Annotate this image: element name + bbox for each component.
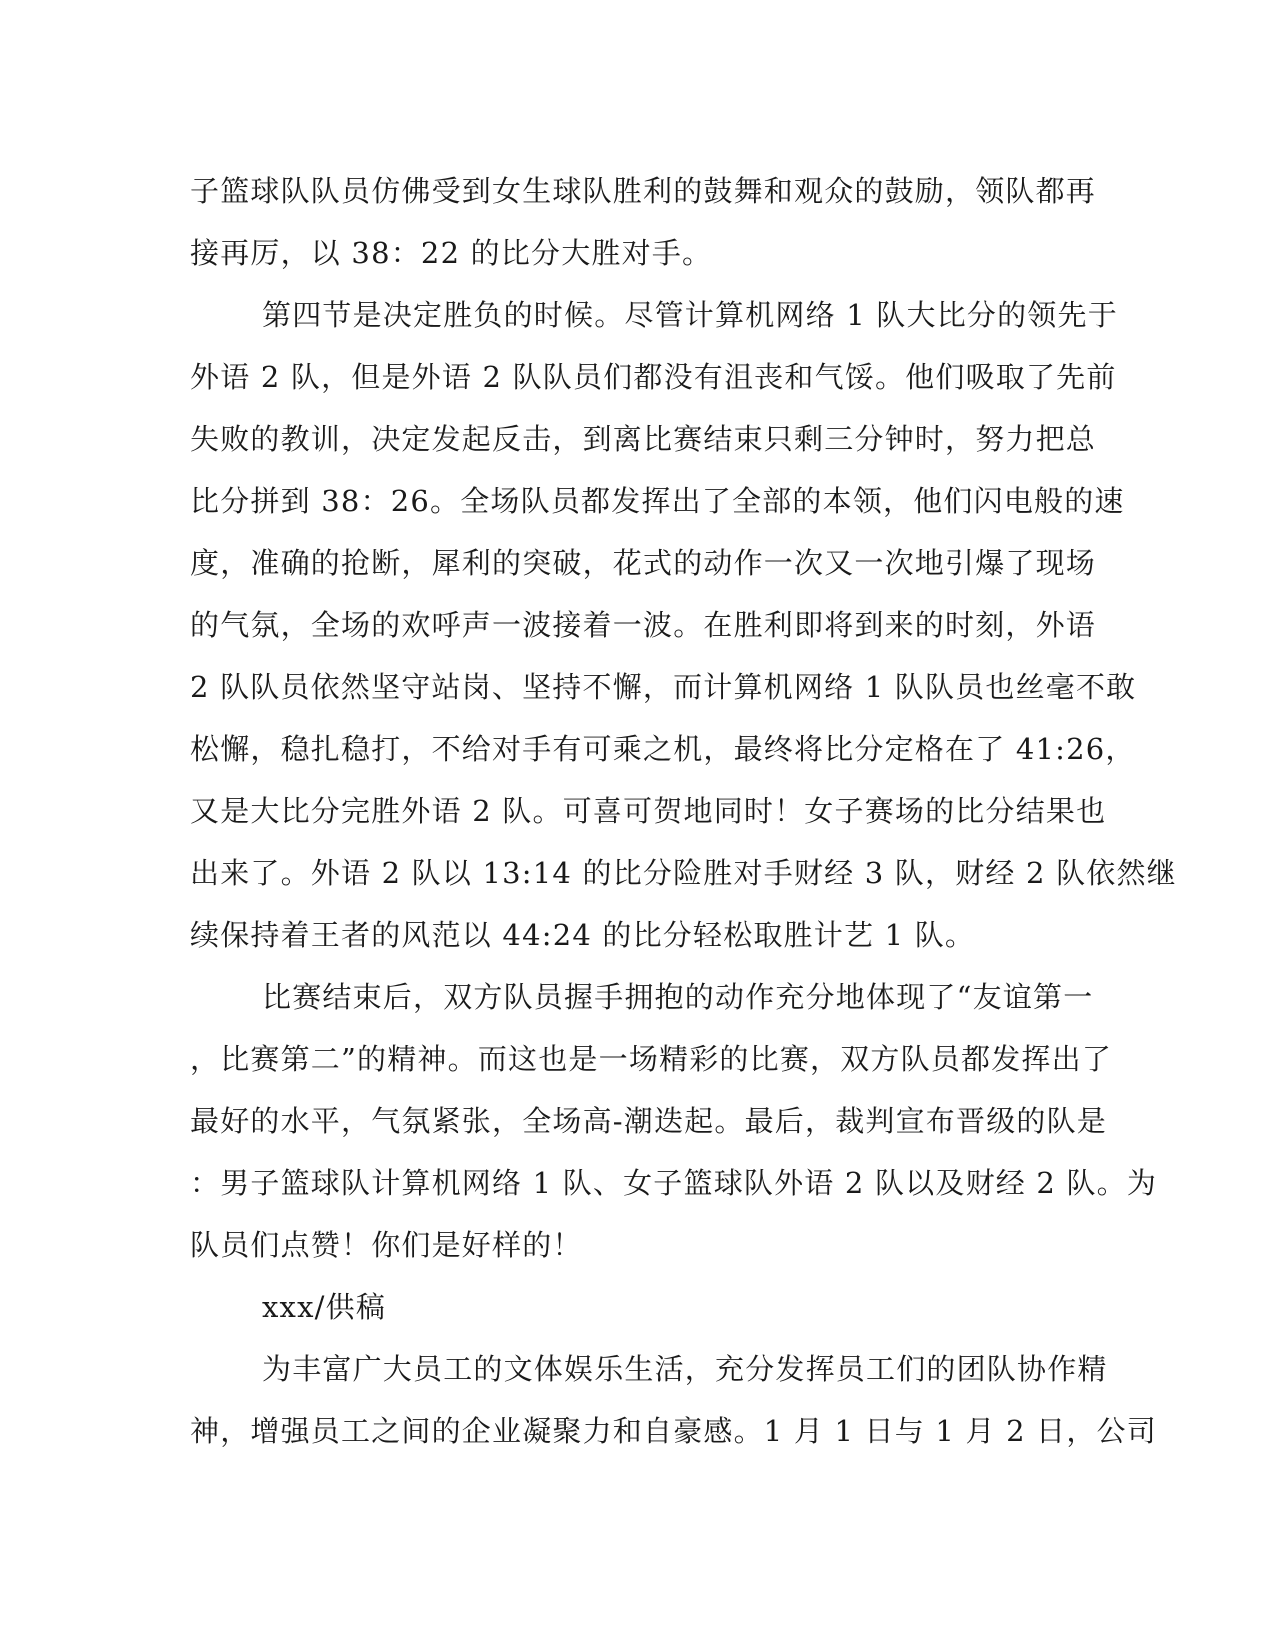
text-line: 失败的教训，决定发起反击，到离比赛结束只剩三分钟时，努力把总 xyxy=(190,422,1097,456)
text-line: 子篮球队队员仿佛受到女生球队胜利的鼓舞和观众的鼓励，领队都再 xyxy=(190,174,1097,208)
text-line: ：男子篮球队计算机网络 1 队、女子篮球队外语 2 队以及财经 2 队。为 xyxy=(190,1166,1158,1200)
text-line: 接再厉，以 38：22 的比分大胜对手。 xyxy=(190,236,713,270)
byline: xxx/供稿 xyxy=(262,1290,387,1324)
text-line: 最好的水平，气氛紧张，全场高-潮迭起。最后，裁判宣布晋级的队是 xyxy=(190,1104,1108,1138)
paragraph-start-line: 比赛结束后，双方队员握手拥抱的动作充分地体现了“友谊第一 xyxy=(262,980,1094,1014)
text-line: 又是大比分完胜外语 2 队。可喜可贺地同时！女子赛场的比分结果也 xyxy=(190,794,1107,828)
text-line: 2 队队员依然坚守站岗、坚持不懈，而计算机网络 1 队队员也丝毫不敢 xyxy=(190,670,1137,704)
text-line: 比分拼到 38：26。全场队员都发挥出了全部的本领，他们闪电般的速 xyxy=(190,484,1125,518)
article-body xyxy=(190,160,1177,1462)
text-line: 度，准确的抢断，犀利的突破，花式的动作一次又一次地引爆了现场 xyxy=(190,546,1097,580)
paragraph-start-line: 为丰富广大员工的文体娱乐生活，充分发挥员工们的团队协作精 xyxy=(262,1352,1108,1386)
text-line: 松懈，稳扎稳打，不给对手有可乘之机，最终将比分定格在了 41:26， xyxy=(190,732,1136,766)
text-line: 外语 2 队，但是外语 2 队队员们都没有沮丧和气馁。他们吸取了先前 xyxy=(190,360,1117,394)
text-line: 续保持着王者的风范以 44:24 的比分轻松取胜计艺 1 队。 xyxy=(190,918,976,952)
text-line: ，比赛第二”的精神。而这也是一场精彩的比赛，双方队员都发挥出了 xyxy=(190,1042,1113,1076)
paragraph-start-line: 第四节是决定胜负的时候。尽管计算机网络 1 队大比分的领先于 xyxy=(262,298,1118,332)
text-line: 神，增强员工之间的企业凝聚力和自豪感。1 月 1 日与 1 月 2 日，公司 xyxy=(190,1414,1157,1448)
text-line: 出来了。外语 2 队以 13:14 的比分险胜对手财经 3 队，财经 2 队依然继 xyxy=(190,856,1177,890)
text-line: 的气氛，全场的欢呼声一波接着一波。在胜利即将到来的时刻，外语 xyxy=(190,608,1097,642)
text-line: 队员们点赞！你们是好样的！ xyxy=(190,1228,583,1262)
